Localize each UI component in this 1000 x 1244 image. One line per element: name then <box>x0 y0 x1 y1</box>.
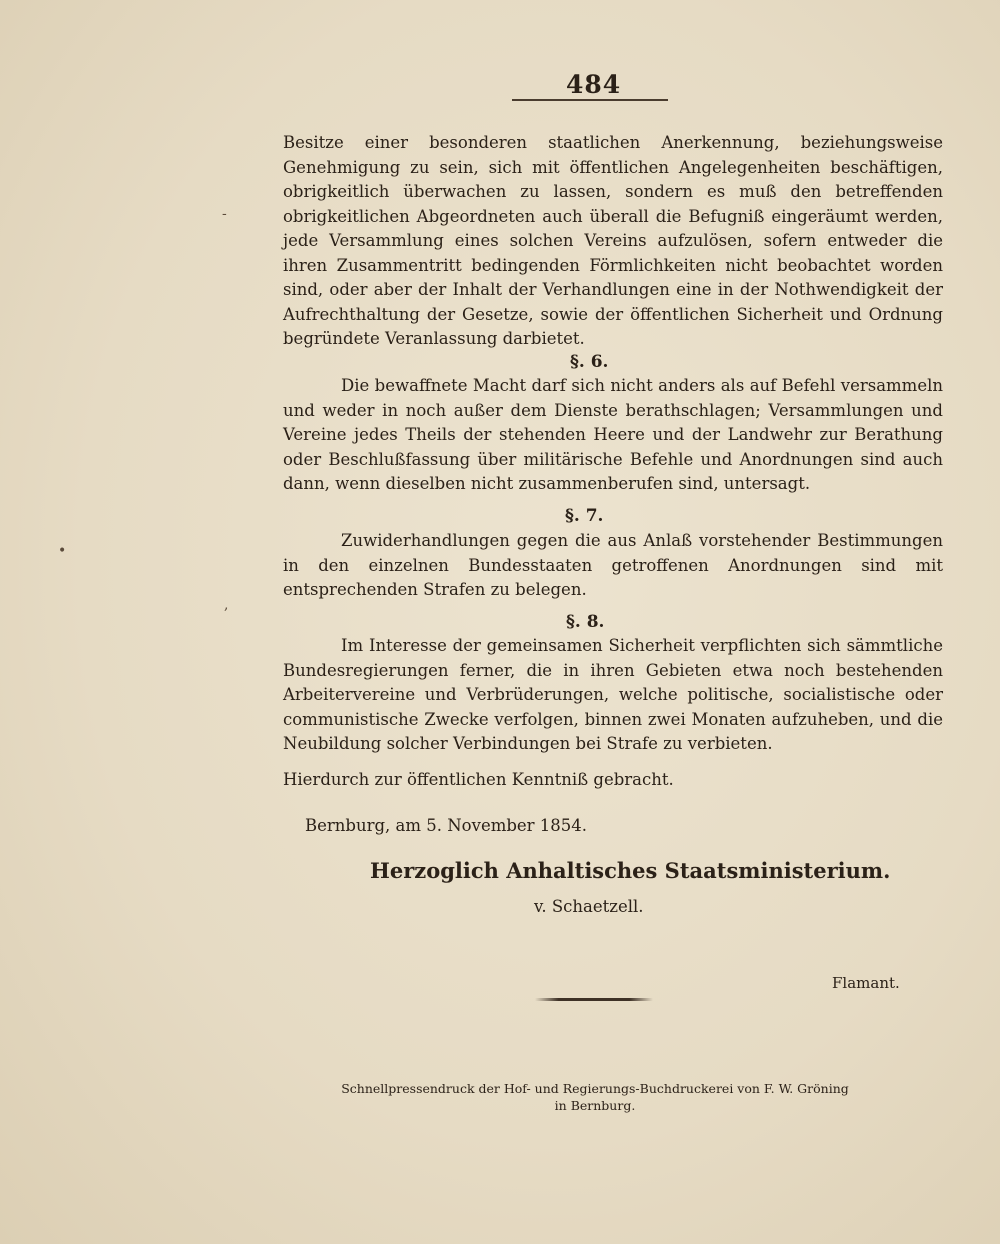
section-7-text: Zuwiderhandlungen gegen die aus Anlaß vorstehender Bestimmungen in den einzelnen Bundesstaaten getroffenen Anordnungen sind mit entsprechenden Strafen zu belegen. <box>283 531 943 599</box>
margin-mark: - <box>222 206 227 222</box>
margin-mark: , <box>224 597 229 613</box>
margin-mark: • <box>58 543 67 559</box>
ministry-name: Herzoglich Anhaltisches Staatsministerium. <box>370 858 891 883</box>
page-number: 484 <box>566 70 622 99</box>
closing-rule <box>535 998 653 1001</box>
header-rule <box>512 99 668 101</box>
section-7-heading: §. 7. <box>565 506 604 526</box>
place-date: Bernburg, am 5. November 1854. <box>305 816 588 835</box>
section-6-heading: §. 6. <box>570 352 609 372</box>
signature-schaetzell: v. Schaetzell. <box>534 897 644 916</box>
section-6-text: Die bewaffnete Macht darf sich nicht anders als auf Befehl versammeln und weder in noch außer dem Dienste berathschlagen; Versammlungen und Vereine jedes Theils der stehenden Heere und der Landwehr zur Berathung oder Beschlußfassung über militärische Befehle und Anordnungen sind auch dann, wenn dieselben nicht zusammenberufen sind, untersagt. <box>283 376 943 493</box>
closing-line: Hierdurch zur öffentlichen Kenntniß gebracht. <box>283 770 674 789</box>
signature-flamant: Flamant. <box>832 974 900 992</box>
section-8-heading: §. 8. <box>566 612 605 632</box>
printer-imprint: Schnellpressendruck der Hof- und Regierungs-Buchdruckerei von F. W. Gröning in Bernburg. <box>341 1081 849 1113</box>
paragraph-continuation: Besitze einer besonderen staatlichen Anerkennung, beziehungsweise Genehmigung zu sein, sich mit öffentlichen Angelegenheiten beschäftigen, obrigkeitlich überwachen zu lassen, sondern es muß den betreffenden obrigkeitlichen Abgeordneten auch überall die Befugniß eingeräumt werden, jede Versammlung eines solchen Vereins aufzulösen, sofern entweder die ihren Zusammentritt bedingenden Förmlichkeiten nicht beobachtet worden sind, oder aber der Inhalt der Verhandlungen eine in der Nothwendigkeit der Aufrechthaltung der Gesetze, sowie der öffentlichen Sicherheit und Ordnung begründete Veranlassung darbietet. <box>283 133 943 348</box>
section-8-text: Im Interesse der gemeinsamen Sicherheit verpflichten sich sämmtliche Bundesregierungen ferner, die in ihren Gebieten etwa noch bestehenden Arbeitervereine und Verbrüderungen, welche politische, socialistische oder communistische Zwecke verfolgen, binnen zwei Monaten aufzuheben, und die Neubildung solcher Verbindungen bei Strafe zu verbieten. <box>283 636 943 753</box>
